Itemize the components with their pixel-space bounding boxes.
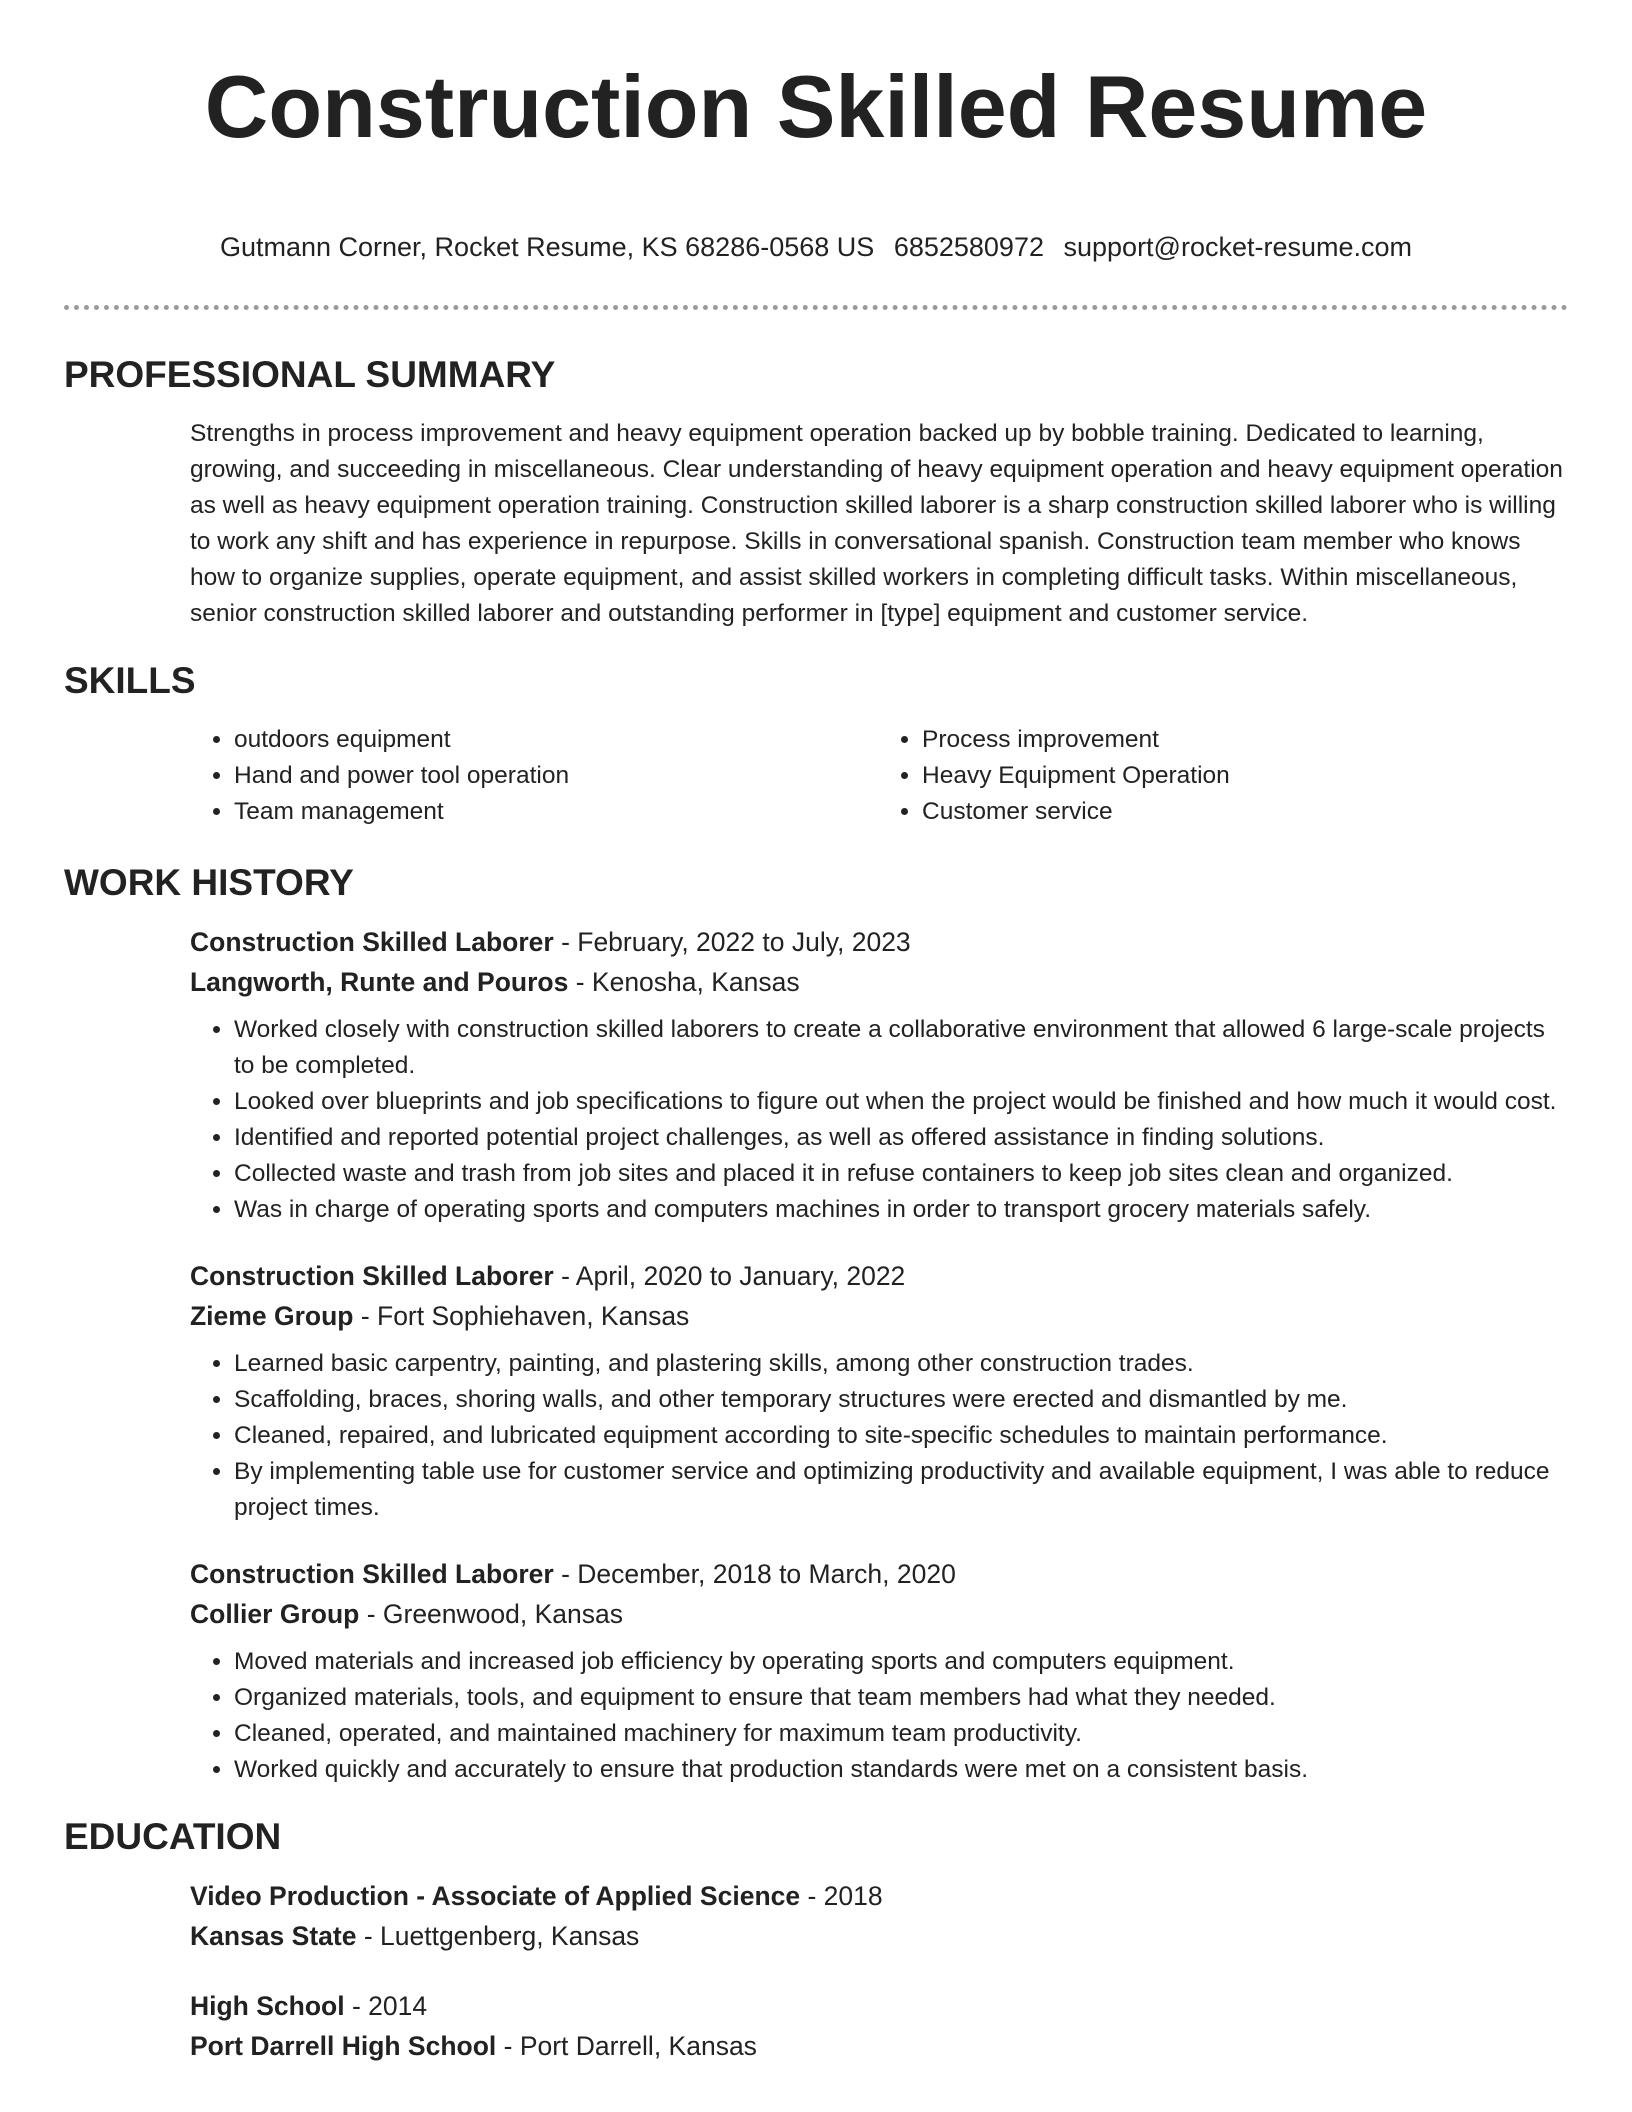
job-company-line bbox=[190, 962, 1566, 1002]
job-title-line bbox=[190, 922, 1566, 962]
job-bullet: • By implementing table use for customer service and optimizing productivity and available equipment, I was able to reduce project times. bbox=[234, 1454, 1566, 1526]
job-entry bbox=[190, 922, 1566, 1228]
header-divider bbox=[64, 305, 1568, 310]
skill-item: • Team management bbox=[234, 794, 878, 830]
job-dates: - December, 2018 to March, 2020 bbox=[553, 1559, 956, 1589]
contact-line bbox=[0, 230, 1632, 264]
job-location: - Fort Sophiehaven, Kansas bbox=[353, 1301, 690, 1331]
education-year: - 2018 bbox=[800, 1881, 883, 1911]
job-entry bbox=[190, 1256, 1566, 1526]
job-title: Construction Skilled Laborer bbox=[190, 1261, 554, 1291]
education-school-line bbox=[190, 1916, 1566, 1956]
education-location: - Port Darrell, Kansas bbox=[496, 2031, 757, 2061]
job-bullet: • Worked closely with construction skilled laborers to create a collaborative environment that allowed 6 large-scale projects to be completed. bbox=[234, 1012, 1566, 1084]
skill-item: • Heavy Equipment Operation bbox=[922, 758, 1566, 794]
contact-phone: 6852580972 bbox=[893, 232, 1044, 262]
job-bullet: • Moved materials and increased job efficiency by operating sports and computers equipment. bbox=[234, 1644, 1566, 1680]
job-bullet: • Scaffolding, braces, shoring walls, and other temporary structures were erected and dismantled by me. bbox=[234, 1382, 1566, 1418]
skill-item: • Customer service bbox=[922, 794, 1566, 830]
education-location: - Luettgenberg, Kansas bbox=[356, 1921, 640, 1951]
education-year: - 2014 bbox=[344, 1991, 428, 2021]
job-bullet: • Cleaned, operated, and maintained machinery for maximum team productivity. bbox=[234, 1716, 1566, 1752]
education-heading: EDUCATION bbox=[64, 1816, 282, 1857]
job-bullet: • Worked quickly and accurately to ensure that production standards were met on a consistent basis. bbox=[234, 1752, 1566, 1788]
job-bullets bbox=[190, 1346, 1566, 1526]
education-school-line bbox=[190, 2026, 1566, 2066]
education-entry bbox=[190, 1876, 1566, 1956]
job-company-line bbox=[190, 1594, 1566, 1634]
education-degree: Video Production - Associate of Applied Science bbox=[190, 1881, 801, 1911]
education-degree: High School bbox=[190, 1991, 345, 2021]
skills-column-right bbox=[878, 722, 1566, 830]
job-bullets bbox=[190, 1012, 1566, 1228]
skills-column-left bbox=[190, 722, 878, 830]
job-title-line bbox=[190, 1256, 1566, 1296]
skill-item: • outdoors equipment bbox=[234, 722, 878, 758]
contact-email: support@rocket-resume.com bbox=[1063, 232, 1413, 262]
education-degree-line bbox=[190, 1986, 1566, 2026]
contact-address: Gutmann Corner, Rocket Resume, KS 68286-0568 US bbox=[219, 232, 875, 262]
job-company: Zieme Group bbox=[190, 1301, 354, 1331]
summary-text: Strengths in process improvement and heavy equipment operation backed up by bobble training. Dedicated to learning, growing, and succeeding in miscellaneous. Clear understanding of heavy equipment operation and heavy equipment operation as well as heavy equipment operation training. Construction skilled laborer is a sharp construction skilled laborer who is willing to work any shift and has experience in repurpose. Skills in conversational spanish. Construction team member who knows how to organize supplies, operate equipment, and assist skilled workers in completing difficult tasks. Within miscellaneous, senior construction skilled laborer and outstanding performer in [type] equipment and customer service. bbox=[190, 420, 1563, 627]
job-dates: - April, 2020 to January, 2022 bbox=[553, 1261, 906, 1291]
job-title: Construction Skilled Laborer bbox=[190, 927, 554, 957]
skill-item: • Hand and power tool operation bbox=[234, 758, 878, 794]
education-degree-line bbox=[190, 1876, 1566, 1916]
job-company: Langworth, Runte and Pouros bbox=[190, 967, 569, 997]
skill-item: • Process improvement bbox=[922, 722, 1566, 758]
job-title-line bbox=[190, 1554, 1566, 1594]
skills-list bbox=[190, 722, 1566, 830]
resume-name: Construction Skilled Resume bbox=[204, 57, 1428, 156]
job-bullet: • Learned basic carpentry, painting, and plastering skills, among other construction trades. bbox=[234, 1346, 1566, 1382]
job-bullet: • Looked over blueprints and job specifications to figure out when the project would be finished and how much it would cost. bbox=[234, 1084, 1566, 1120]
summary-heading: PROFESSIONAL SUMMARY bbox=[64, 354, 556, 395]
job-bullets bbox=[190, 1644, 1566, 1788]
job-entry bbox=[190, 1554, 1566, 1788]
job-bullet: • Organized materials, tools, and equipment to ensure that team members had what they needed. bbox=[234, 1680, 1566, 1716]
job-company: Collier Group bbox=[190, 1599, 360, 1629]
education-school: Kansas State bbox=[190, 1921, 357, 1951]
job-location: - Greenwood, Kansas bbox=[359, 1599, 623, 1629]
job-company-line bbox=[190, 1296, 1566, 1336]
job-dates: - February, 2022 to July, 2023 bbox=[553, 927, 911, 957]
job-bullet: • Was in charge of operating sports and computers machines in order to transport grocery materials safely. bbox=[234, 1192, 1566, 1228]
job-bullet: • Collected waste and trash from job sites and placed it in refuse containers to keep job sites clean and organized. bbox=[234, 1156, 1566, 1192]
job-location: - Kenosha, Kansas bbox=[568, 967, 800, 997]
job-bullet: • Identified and reported potential project challenges, as well as offered assistance in finding solutions. bbox=[234, 1120, 1566, 1156]
job-bullet: • Cleaned, repaired, and lubricated equipment according to site-specific schedules to maintain performance. bbox=[234, 1418, 1566, 1454]
skills-heading: SKILLS bbox=[64, 660, 196, 701]
job-title: Construction Skilled Laborer bbox=[190, 1559, 554, 1589]
education-entry bbox=[190, 1986, 1566, 2066]
work-heading: WORK HISTORY bbox=[64, 862, 354, 903]
education-school: Port Darrell High School bbox=[190, 2031, 497, 2061]
